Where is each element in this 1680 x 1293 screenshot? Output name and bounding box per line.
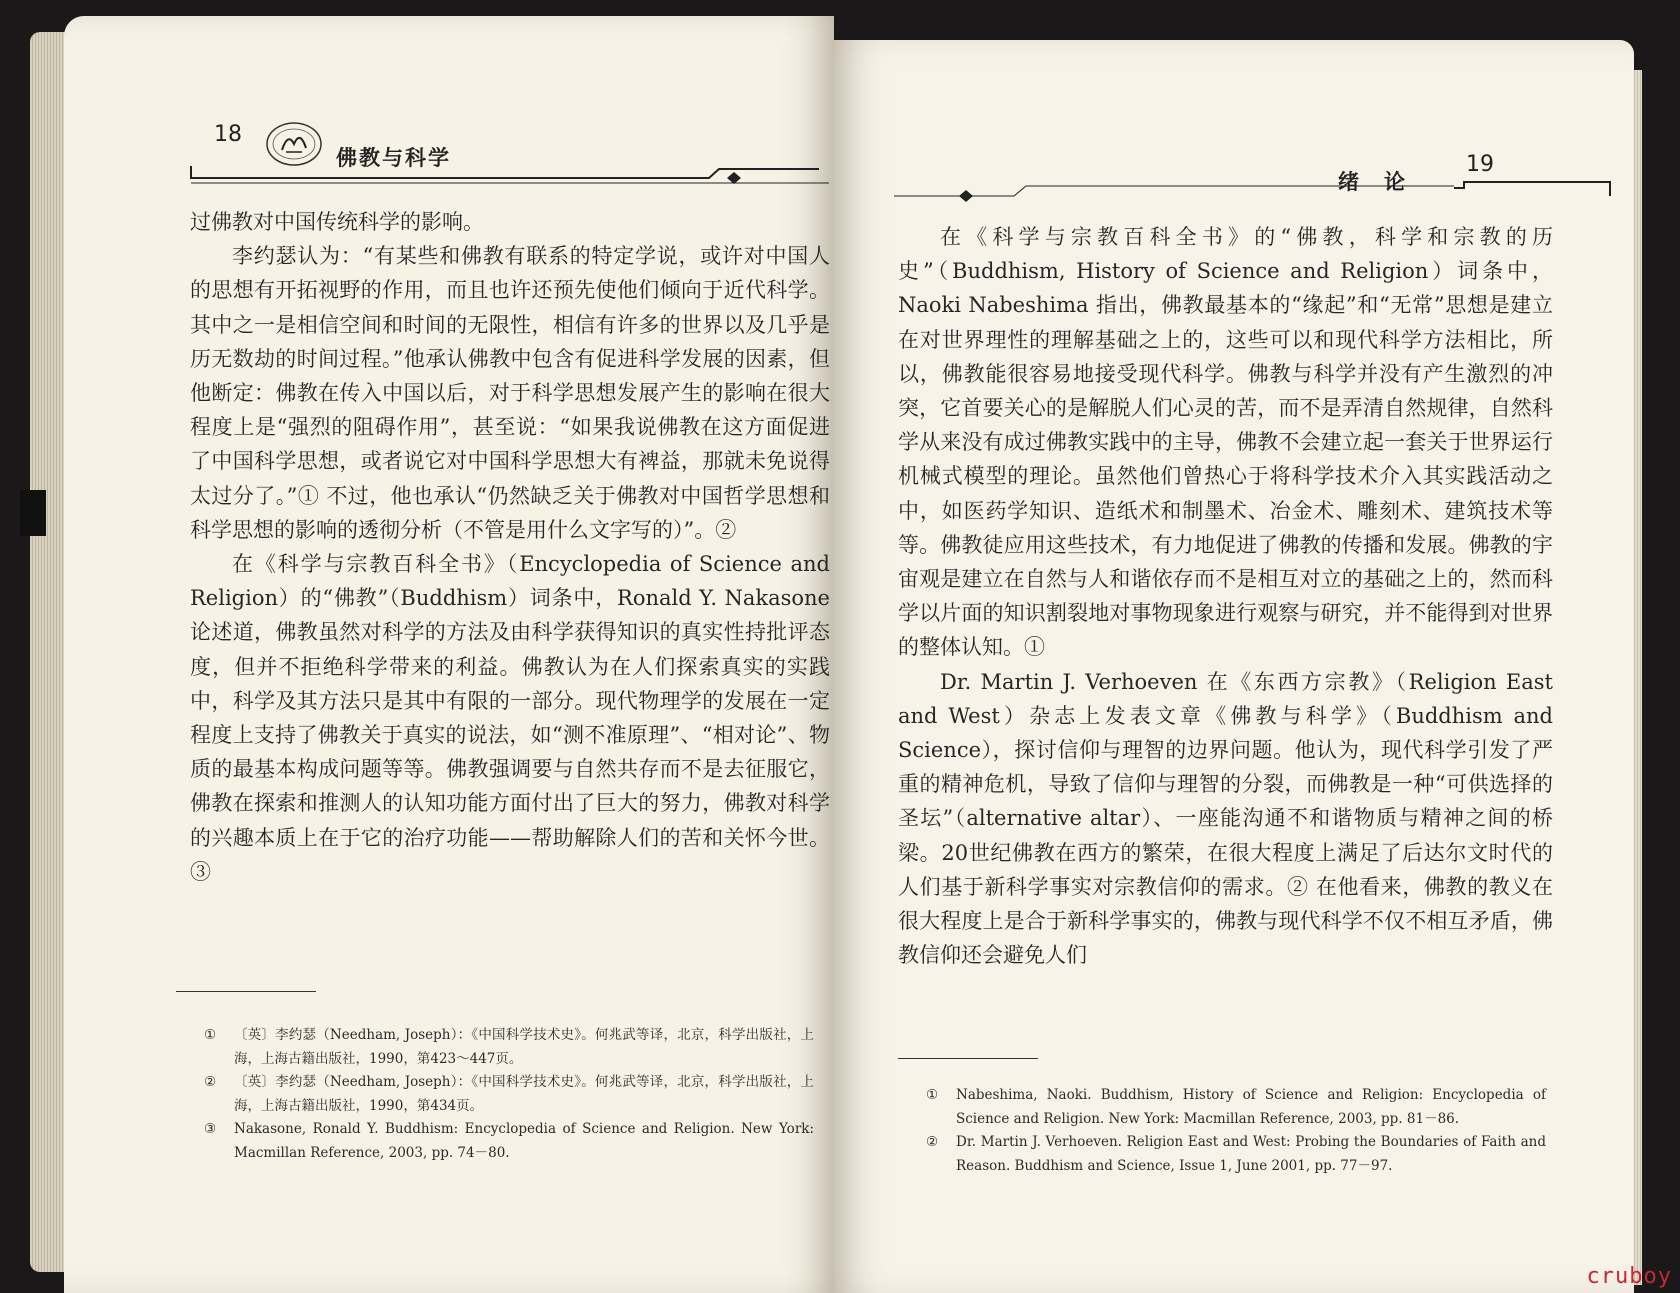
footnote-text: Nakasone, Ronald Y. Buddhism: Encyclopedia of Science and Religion. New York: Macmillan Reference, 2003, pp. 74－80. — [234, 1121, 814, 1161]
paragraph: Dr. Martin J. Verhoeven 在《东西方宗教》（Religion East and West）杂志上发表文章《佛教与科学》（Buddhism and Science），探讨信仰与理智的边界问题。他认为，现代科学引发了严重的精神危机，导致了信仰与理智的分裂，而佛教是一种“可供选择的圣坛”（alternative altar）、一座能沟通不和谐物质与精神之间的桥梁。20世纪佛教在西方的繁荣，在很大程度上满足了后达尔文时代的人们基于新科学事实对宗教信仰的需求。② 在他看来，佛教的教义在很大程度上是合于新科学事实的，佛教与现代科学不仅不相互矛盾，佛教信仰还会避免人们 — [898, 669, 1553, 968]
footnote — [926, 1131, 1546, 1178]
scan-watermark: cruboy — [1586, 1264, 1672, 1289]
running-title: 绪 论 — [1338, 170, 1407, 194]
footnote-mark: ① — [204, 1027, 217, 1043]
left-body-text — [190, 205, 830, 889]
footnote-separator — [176, 991, 316, 992]
right-body-text — [898, 220, 1553, 972]
thumb-index-mark — [20, 490, 46, 536]
footnote-text: 〔英〕李约瑟（Needham, Joseph）：《中国科学技术史》。何兆武等译，北京，科学出版社，上海，上海古籍出版社，1990，第434页。 — [234, 1074, 814, 1114]
footnote-mark: ③ — [204, 1121, 217, 1137]
footnote — [204, 1024, 814, 1071]
left-footnotes — [204, 1024, 814, 1165]
footnote — [204, 1071, 814, 1118]
footnote-text: Nabeshima, Naoki. Buddhism, History of Science and Religion: Encyclopedia of Science and Religion. New York: Macmillan Reference, 2003, pp. 81－86. — [956, 1087, 1546, 1127]
right-page — [834, 40, 1634, 1293]
paragraph: 李约瑟认为：“有某些和佛教有联系的特定学说，或许对中国人的思想有开拓视野的作用，而且也许还预先使他们倾向于近代科学。其中之一是相信空间和时间的无限性，相信有许多的世界以及几乎是历无数劫的时间过程。”他承认佛教中包含有促进科学发展的因素，但他断定：佛教在传入中国以后，对于科学思想发展产生的影响在很大程度上是“强烈的阻碍作用”，甚至说：“如果我说佛教在这方面促进了中国科学思想，或者说它对中国科学思想大有裨益，那就未免说得太过分了。”① 不过，他也承认“仍然缺乏关于佛教对中国哲学思想和科学思想的影响的透彻分析（不管是用什么文字写的）”。② — [190, 244, 830, 542]
footnote-text: Dr. Martin J. Verhoeven. Religion East and West: Probing the Boundaries of Faith and Reason. Buddhism and Science, Issue 1, June 2001, pp. 77－97. — [956, 1134, 1546, 1174]
page-number: 19 — [1466, 152, 1494, 177]
page-number: 18 — [214, 122, 242, 147]
paragraph: 在《科学与宗教百科全书》（Encyclopedia of Science and Religion）的“佛教”（Buddhism）词条中，Ronald Y. Nakasone 论述道，佛教虽然对科学的方法及由科学获得知识的真实性持批评态度，但并不拒绝科学带来的利益。佛教认为在人们探索真实的实践中，科学及其方法只是其中有限的一部分。现代物理学的发展在一定程度上支持了佛教关于真实的说法，如“测不准原理”、“相对论”、物质的最基本构成问题等等。佛教强调要与自然共存而不是去征服它，佛教在探索和推测人的认知功能方面付出了巨大的努力，佛教对科学的兴趣本质上在于它的治疗功能——帮助解除人们的苦和关怀今世。③ — [190, 552, 830, 884]
footnote-separator — [898, 1058, 1038, 1059]
footnote — [204, 1118, 814, 1165]
left-page — [64, 16, 834, 1293]
running-title: 佛教与科学 — [336, 146, 451, 170]
footnote-mark: ② — [926, 1134, 939, 1150]
right-footnotes — [926, 1084, 1546, 1178]
footnote-mark: ② — [204, 1074, 217, 1090]
footnote-text: 〔英〕李约瑟（Needham, Joseph）：《中国科学技术史》。何兆武等译，北京，科学出版社，上海，上海古籍出版社，1990，第423～447页。 — [234, 1027, 814, 1067]
publisher-logo-icon — [264, 120, 324, 168]
footnote — [926, 1084, 1546, 1131]
paragraph: 过佛教对中国传统科学的影响。 — [190, 210, 484, 234]
paragraph: 在《科学与宗教百科全书》的“佛教，科学和宗教的历史”（Buddhism, History of Science and Religion）词条中，Naoki Nabeshima 指出，佛教最基本的“缘起”和“无常”思想是建立在对世界理性的理解基础之上的，这些可以和现代科学方法相比，所以，佛教能很容易地接受现代科学。佛教与科学并没有产生激烈的冲突，它首要关心的是解脱人们心灵的苦，而不是弄清自然规律，自然科学从来没有成过佛教实践中的主导，佛教不会建立起一套关于世界运行机械式模型的理论。虽然他们曾热心于将科学技术介入其实践活动之中，如医药学知识、造纸术和制墨术、冶金术、雕刻术、建筑技术等等。佛教徒应用这些技术，有力地促进了佛教的传播和发展。佛教的宇宙观是建立在自然与人和谐依存而不是相互对立的基础之上的，然而科学以片面的知识割裂地对事物现象进行观察与研究，并不能得到对世界的整体认知。① — [898, 225, 1553, 660]
footnote-mark: ① — [926, 1087, 939, 1103]
header-rule — [189, 164, 829, 194]
header-rule — [894, 176, 1614, 206]
